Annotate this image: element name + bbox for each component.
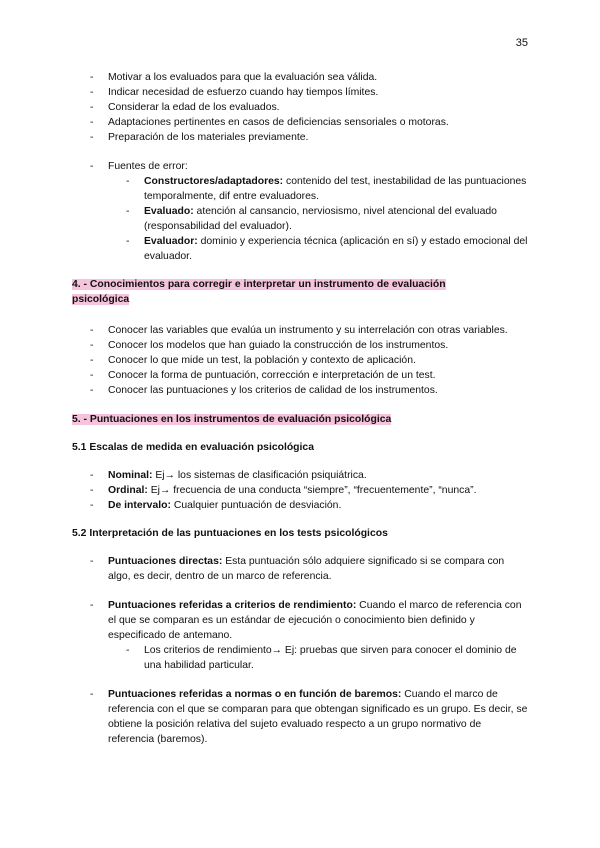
list-item <box>72 159 528 264</box>
preparation-list <box>72 70 528 145</box>
list-item: - Indicar necesidad de esfuerzo cuando hay tiempos límites. <box>72 85 528 100</box>
list-item: - Adaptaciones pertinentes en casos de deficiencias sensoriales o motoras. <box>72 115 528 130</box>
term: Puntuaciones referidas a normas o en función de baremos: <box>108 689 402 700</box>
scales-list <box>72 468 528 513</box>
list-item <box>108 204 528 234</box>
term: Puntuaciones referidas a criterios de rendimiento: <box>108 600 357 611</box>
list-item: - Conocer los modelos que han guiado la construcción de los instrumentos. <box>72 338 528 353</box>
list-item: - Los criterios de rendimiento→ Ej: pruebas que sirven para conocer el dominio de una habilidad particular. <box>108 643 528 673</box>
definition: contenido del test, inestabilidad de las puntuaciones temporalmente, dif entre evaluadores. <box>144 176 527 202</box>
section-5-1-heading: 5.1 Escalas de medida en evaluación psicológica <box>72 442 314 453</box>
list-item <box>72 687 528 747</box>
section-5-2-heading: 5.2 Interpretación de las puntuaciones en los tests psicológicos <box>72 528 388 539</box>
scores-list <box>72 554 528 584</box>
error-sources-list <box>72 159 528 264</box>
term: Nominal: <box>108 470 153 481</box>
definition: Esta puntuación sólo adquiere significado si se compara con algo, es decir, dentro de un marco de referencia. <box>108 556 505 582</box>
criteria-sublist <box>108 643 528 673</box>
definition: Cuando el marco de referencia con el que se comparan para que obtengan significado es un grupo. Es decir, se obtiene la posición relativa del sujeto evaluado respecto a un grupo normativo de referencia (baremos). <box>108 689 528 745</box>
term: Puntuaciones directas: <box>108 556 223 567</box>
list-item <box>72 598 528 673</box>
definition: Cuando el marco de referencia con el que se comparan es un estándar de ejecución o conocimiento bien definido y especificado de antemano. <box>108 600 522 641</box>
definition: Cualquier puntuación de desviación. <box>170 500 342 511</box>
heading-line: 5. - Puntuaciones en los instrumentos de evaluación psicológica <box>72 414 392 425</box>
list-item: - Considerar la edad de los evaluados. <box>72 100 528 115</box>
section-4-list <box>72 323 528 398</box>
term: Constructores/adaptadores: <box>144 176 284 187</box>
error-sources-label: Fuentes de error: <box>108 161 188 172</box>
section-5-heading <box>72 412 528 427</box>
list-item <box>72 468 528 483</box>
section-4-heading <box>72 277 528 307</box>
list-item: - Motivar a los evaluados para que la evaluación sea válida. <box>72 70 528 85</box>
term: Ordinal: <box>108 485 148 496</box>
heading-line: psicológica <box>72 294 130 305</box>
term: Evaluador: <box>144 236 198 247</box>
list-item: - Conocer lo que mide un test, la población y contexto de aplicación. <box>72 353 528 368</box>
term: De intervalo: <box>108 500 171 511</box>
heading-line: 4. - Conocimientos para corregir e interpretar un instrumento de evaluación <box>72 279 446 290</box>
list-item <box>108 174 528 204</box>
list-item <box>72 498 528 513</box>
list-item: - Conocer las puntuaciones y los criterios de calidad de los instrumentos. <box>72 383 528 398</box>
list-item: - Preparación de los materiales previamente. <box>72 130 528 145</box>
definition: dominio y experiencia técnica (aplicación en sí) y estado emocional del evaluador. <box>144 236 528 262</box>
list-item <box>108 234 528 264</box>
definition: Ej→ frecuencia de una conducta “siempre”, “frecuentemente”, “nunca”. <box>147 485 477 496</box>
term: Evaluado: <box>144 206 194 217</box>
list-item: - Conocer la forma de puntuación, corrección e interpretación de un test. <box>72 368 528 383</box>
definition: Ej→ los sistemas de clasificación psiquiátrica. <box>152 470 367 481</box>
list-item <box>72 483 528 498</box>
page-number: 35 <box>515 37 528 49</box>
list-item: - Conocer las variables que evalúa un instrumento y su interrelación con otras variables. <box>72 323 528 338</box>
scores-list <box>72 687 528 747</box>
error-sources-sublist <box>108 174 528 264</box>
list-item <box>72 554 528 584</box>
definition: atención al cansancio, nerviosismo, nivel atencional del evaluado (responsabilidad del evaluador). <box>144 206 497 232</box>
scores-list <box>72 598 528 673</box>
document-body <box>72 70 528 747</box>
